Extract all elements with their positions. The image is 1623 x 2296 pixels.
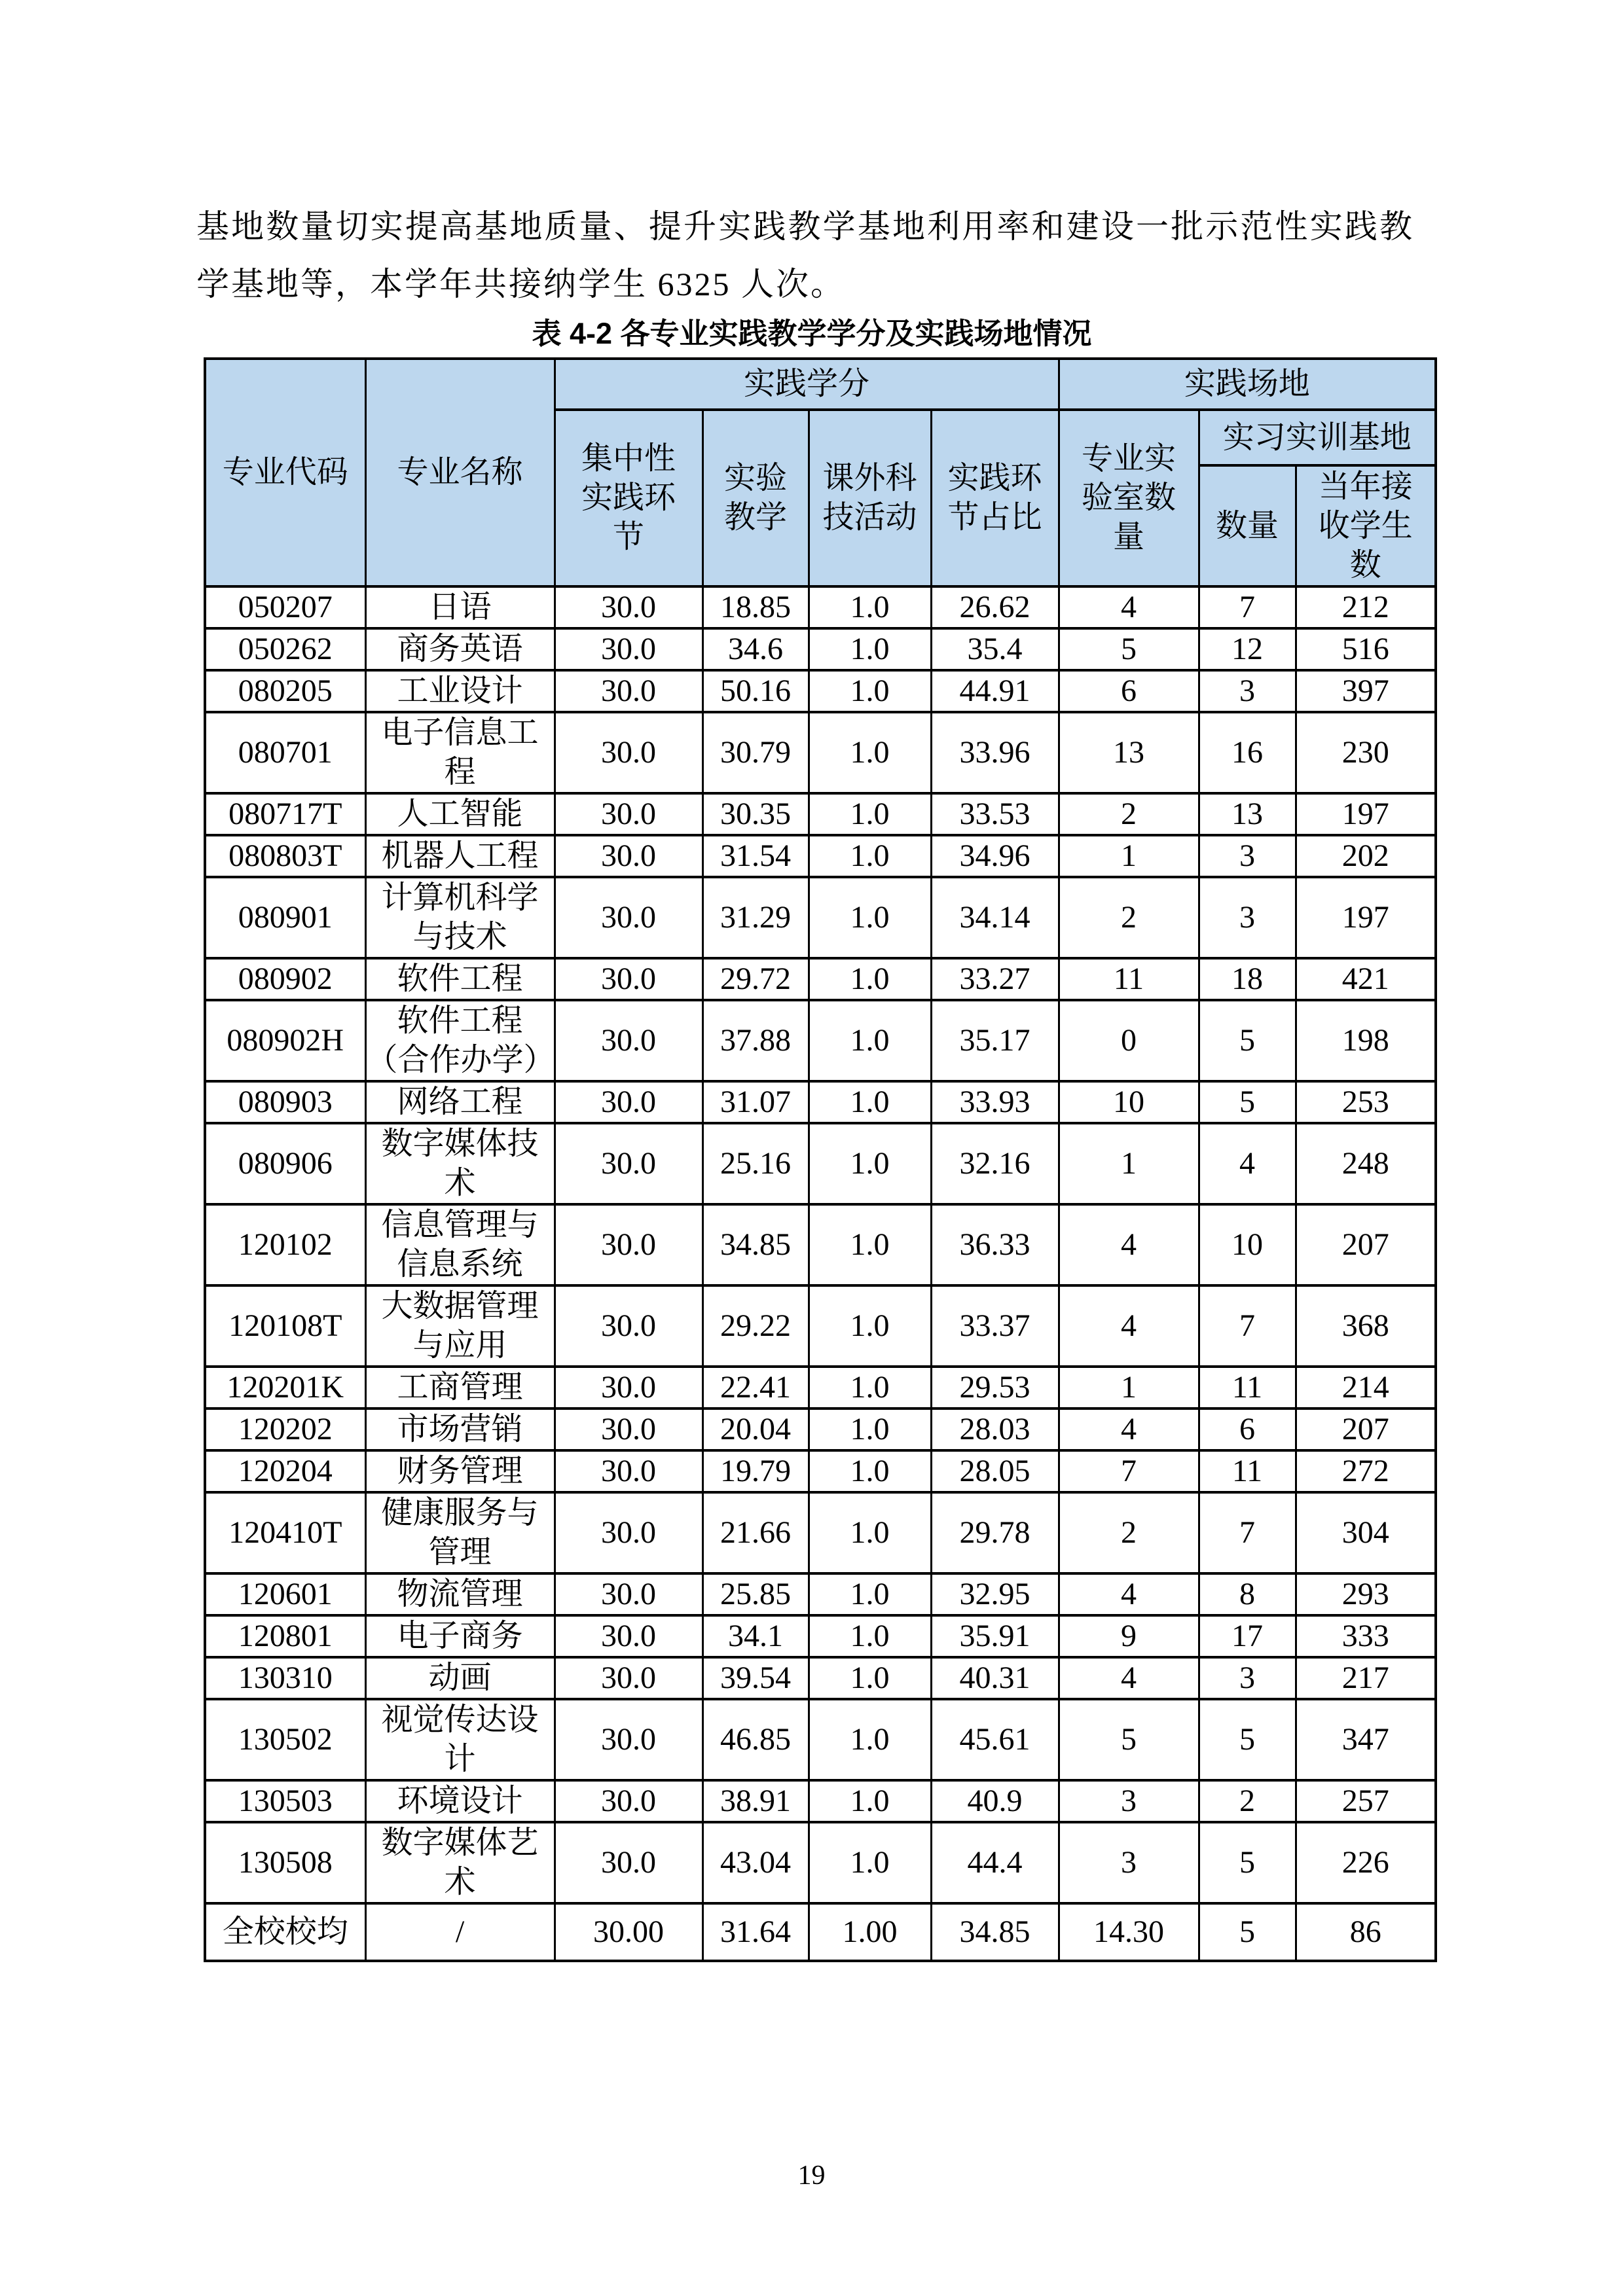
- cell-experiment-teaching: 34.1: [702, 1615, 809, 1657]
- cell-practice-ratio: 29.53: [931, 1367, 1059, 1408]
- cell-professional-labs: 2: [1059, 877, 1199, 958]
- cell-major-code: 120102: [205, 1204, 365, 1285]
- cell-major-code: 120410T: [205, 1492, 365, 1573]
- cell-base-count: 3: [1199, 1657, 1296, 1699]
- cell-practice-ratio: 29.78: [931, 1492, 1059, 1573]
- cell-major-name: 信息管理与信息系统: [365, 1204, 555, 1285]
- cell-base-count: 11: [1199, 1450, 1296, 1492]
- cell-professional-labs: 4: [1059, 1204, 1199, 1285]
- cell-students-received: 202: [1296, 835, 1436, 877]
- cell-practice-ratio: 33.96: [931, 712, 1059, 793]
- cell-extracurricular-activity: 1.0: [809, 1408, 931, 1450]
- cell-experiment-teaching: 46.85: [702, 1699, 809, 1780]
- header-practice-ratio: 实践环节占比: [931, 410, 1059, 586]
- cell-practice-ratio: 28.05: [931, 1450, 1059, 1492]
- cell-major-name: 数字媒体技术: [365, 1123, 555, 1204]
- cell-professional-labs: 5: [1059, 628, 1199, 670]
- cell-practice-ratio: 35.91: [931, 1615, 1059, 1657]
- cell-students-received: 257: [1296, 1780, 1436, 1822]
- header-group-training-bases: 实习实训基地: [1199, 410, 1436, 465]
- cell-students-received: 347: [1296, 1699, 1436, 1780]
- cell-experiment-teaching: 19.79: [702, 1450, 809, 1492]
- cell-students-received: 304: [1296, 1492, 1436, 1573]
- cell-experiment-teaching: 31.54: [702, 835, 809, 877]
- cell-professional-labs: 0: [1059, 1000, 1199, 1081]
- cell-professional-labs: 2: [1059, 793, 1199, 835]
- cell-major-code: 130310: [205, 1657, 365, 1699]
- cell-major-code: 130502: [205, 1699, 365, 1780]
- cell-major-code: 120201K: [205, 1367, 365, 1408]
- cell-extracurricular-activity: 1.00: [809, 1903, 931, 1961]
- cell-major-name: 健康服务与管理: [365, 1492, 555, 1573]
- cell-base-count: 7: [1199, 1285, 1296, 1367]
- header-concentrated-practice: 集中性实践环节: [555, 410, 702, 586]
- cell-concentrated-practice: 30.0: [555, 1123, 702, 1204]
- cell-concentrated-practice: 30.0: [555, 1492, 702, 1573]
- cell-major-name: 计算机科学与技术: [365, 877, 555, 958]
- cell-concentrated-practice: 30.0: [555, 1367, 702, 1408]
- cell-major-name: 工业设计: [365, 670, 555, 712]
- cell-major-code: 080701: [205, 712, 365, 793]
- cell-extracurricular-activity: 1.0: [809, 1367, 931, 1408]
- table-average-row: [205, 1903, 1436, 1961]
- cell-concentrated-practice: 30.0: [555, 1780, 702, 1822]
- cell-practice-ratio: 32.95: [931, 1573, 1059, 1615]
- cell-major-code: 全校校均: [205, 1903, 365, 1961]
- cell-base-count: 2: [1199, 1780, 1296, 1822]
- cell-extracurricular-activity: 1.0: [809, 1780, 931, 1822]
- cell-practice-ratio: 33.53: [931, 793, 1059, 835]
- cell-students-received: 226: [1296, 1822, 1436, 1903]
- cell-practice-ratio: 40.9: [931, 1780, 1059, 1822]
- header-row-groups: [205, 359, 1436, 410]
- cell-experiment-teaching: 29.72: [702, 958, 809, 1000]
- cell-base-count: 5: [1199, 1699, 1296, 1780]
- cell-professional-labs: 5: [1059, 1699, 1199, 1780]
- cell-professional-labs: 1: [1059, 1123, 1199, 1204]
- cell-experiment-teaching: 22.41: [702, 1367, 809, 1408]
- cell-concentrated-practice: 30.0: [555, 958, 702, 1000]
- header-group-practice-sites: 实践场地: [1059, 359, 1436, 410]
- cell-base-count: 11: [1199, 1367, 1296, 1408]
- cell-major-name: 机器人工程: [365, 835, 555, 877]
- cell-major-name: 动画: [365, 1657, 555, 1699]
- cell-professional-labs: 1: [1059, 835, 1199, 877]
- cell-practice-ratio: 40.31: [931, 1657, 1059, 1699]
- cell-professional-labs: 4: [1059, 586, 1199, 628]
- cell-concentrated-practice: 30.0: [555, 877, 702, 958]
- cell-major-code: 120204: [205, 1450, 365, 1492]
- table-row: [205, 958, 1436, 1000]
- cell-students-received: 86: [1296, 1903, 1436, 1961]
- cell-base-count: 10: [1199, 1204, 1296, 1285]
- cell-major-code: 050262: [205, 628, 365, 670]
- header-major-code: 专业代码: [205, 359, 365, 586]
- cell-base-count: 16: [1199, 712, 1296, 793]
- cell-major-code: 120202: [205, 1408, 365, 1450]
- cell-experiment-teaching: 34.6: [702, 628, 809, 670]
- table-row: [205, 1123, 1436, 1204]
- cell-extracurricular-activity: 1.0: [809, 628, 931, 670]
- cell-professional-labs: 6: [1059, 670, 1199, 712]
- cell-extracurricular-activity: 1.0: [809, 586, 931, 628]
- cell-students-received: 516: [1296, 628, 1436, 670]
- table-row: [205, 712, 1436, 793]
- cell-experiment-teaching: 30.35: [702, 793, 809, 835]
- cell-major-name: 大数据管理与应用: [365, 1285, 555, 1367]
- cell-major-code: 080803T: [205, 835, 365, 877]
- header-major-name: 专业名称: [365, 359, 555, 586]
- table-row: [205, 877, 1436, 958]
- cell-extracurricular-activity: 1.0: [809, 958, 931, 1000]
- cell-concentrated-practice: 30.0: [555, 628, 702, 670]
- table-row: [205, 1000, 1436, 1081]
- cell-extracurricular-activity: 1.0: [809, 712, 931, 793]
- cell-professional-labs: 3: [1059, 1822, 1199, 1903]
- cell-base-count: 6: [1199, 1408, 1296, 1450]
- cell-major-name: 物流管理: [365, 1573, 555, 1615]
- cell-practice-ratio: 35.4: [931, 628, 1059, 670]
- cell-practice-ratio: 34.85: [931, 1903, 1059, 1961]
- cell-experiment-teaching: 31.07: [702, 1081, 809, 1123]
- cell-students-received: 333: [1296, 1615, 1436, 1657]
- table-row: [205, 1285, 1436, 1367]
- cell-major-code: 080902: [205, 958, 365, 1000]
- header-professional-labs: 专业实验室数量: [1059, 410, 1199, 586]
- cell-major-name: 人工智能: [365, 793, 555, 835]
- cell-base-count: 3: [1199, 670, 1296, 712]
- cell-experiment-teaching: 20.04: [702, 1408, 809, 1450]
- cell-major-code: 130508: [205, 1822, 365, 1903]
- cell-base-count: 12: [1199, 628, 1296, 670]
- cell-concentrated-practice: 30.0: [555, 1081, 702, 1123]
- cell-students-received: 230: [1296, 712, 1436, 793]
- cell-concentrated-practice: 30.0: [555, 1204, 702, 1285]
- table-row: [205, 1204, 1436, 1285]
- cell-extracurricular-activity: 1.0: [809, 1657, 931, 1699]
- cell-professional-labs: 11: [1059, 958, 1199, 1000]
- cell-concentrated-practice: 30.00: [555, 1903, 702, 1961]
- table-row: [205, 1822, 1436, 1903]
- cell-extracurricular-activity: 1.0: [809, 1450, 931, 1492]
- cell-concentrated-practice: 30.0: [555, 1285, 702, 1367]
- cell-base-count: 5: [1199, 1000, 1296, 1081]
- cell-concentrated-practice: 30.0: [555, 1657, 702, 1699]
- header-extracurricular-activity: 课外科技活动: [809, 410, 931, 586]
- cell-practice-ratio: 32.16: [931, 1123, 1059, 1204]
- cell-major-name: 电子信息工程: [365, 712, 555, 793]
- cell-experiment-teaching: 29.22: [702, 1285, 809, 1367]
- cell-extracurricular-activity: 1.0: [809, 1204, 931, 1285]
- cell-base-count: 3: [1199, 877, 1296, 958]
- table-row: [205, 1780, 1436, 1822]
- cell-major-name: 软件工程（合作办学）: [365, 1000, 555, 1081]
- table-row: [205, 835, 1436, 877]
- cell-base-count: 18: [1199, 958, 1296, 1000]
- cell-experiment-teaching: 31.64: [702, 1903, 809, 1961]
- cell-extracurricular-activity: 1.0: [809, 1615, 931, 1657]
- cell-major-name: 财务管理: [365, 1450, 555, 1492]
- cell-extracurricular-activity: 1.0: [809, 1123, 931, 1204]
- cell-students-received: 293: [1296, 1573, 1436, 1615]
- page-number: 19: [797, 2161, 826, 2191]
- cell-base-count: 7: [1199, 586, 1296, 628]
- cell-professional-labs: 9: [1059, 1615, 1199, 1657]
- cell-major-name: 电子商务: [365, 1615, 555, 1657]
- cell-concentrated-practice: 30.0: [555, 586, 702, 628]
- cell-practice-ratio: 26.62: [931, 586, 1059, 628]
- cell-extracurricular-activity: 1.0: [809, 1492, 931, 1573]
- cell-practice-ratio: 34.96: [931, 835, 1059, 877]
- cell-professional-labs: 2: [1059, 1492, 1199, 1573]
- cell-extracurricular-activity: 1.0: [809, 1822, 931, 1903]
- table-row: [205, 793, 1436, 835]
- cell-major-name: 环境设计: [365, 1780, 555, 1822]
- cell-experiment-teaching: 25.16: [702, 1123, 809, 1204]
- cell-major-name: /: [365, 1903, 555, 1961]
- cell-major-name: 商务英语: [365, 628, 555, 670]
- cell-major-name: 工商管理: [365, 1367, 555, 1408]
- cell-extracurricular-activity: 1.0: [809, 1081, 931, 1123]
- cell-practice-ratio: 45.61: [931, 1699, 1059, 1780]
- table-row: [205, 1450, 1436, 1492]
- table-title: 表 4-2 各专业实践教学学分及实践场地情况: [532, 317, 1092, 350]
- cell-professional-labs: 4: [1059, 1657, 1199, 1699]
- body-paragraph: 基地数量切实提高基地质量、提升实践教学基地利用率和建设一批示范性实践教学基地等，本学年共接纳学生 6325 人次。: [196, 208, 1414, 302]
- header-experiment-teaching: 实验教学: [702, 410, 809, 586]
- cell-practice-ratio: 34.14: [931, 877, 1059, 958]
- cell-concentrated-practice: 30.0: [555, 835, 702, 877]
- table-row: [205, 1615, 1436, 1657]
- cell-base-count: 13: [1199, 793, 1296, 835]
- cell-professional-labs: 14.30: [1059, 1903, 1199, 1961]
- cell-experiment-teaching: 30.79: [702, 712, 809, 793]
- cell-extracurricular-activity: 1.0: [809, 877, 931, 958]
- cell-base-count: 5: [1199, 1081, 1296, 1123]
- cell-students-received: 368: [1296, 1285, 1436, 1367]
- cell-major-name: 市场营销: [365, 1408, 555, 1450]
- cell-base-count: 4: [1199, 1123, 1296, 1204]
- cell-practice-ratio: 33.93: [931, 1081, 1059, 1123]
- cell-students-received: 248: [1296, 1123, 1436, 1204]
- cell-major-name: 日语: [365, 586, 555, 628]
- header-group-practice-credits: 实践学分: [555, 359, 1059, 410]
- table-row: [205, 1492, 1436, 1573]
- cell-concentrated-practice: 30.0: [555, 1573, 702, 1615]
- cell-students-received: 207: [1296, 1204, 1436, 1285]
- cell-students-received: 272: [1296, 1450, 1436, 1492]
- cell-professional-labs: 4: [1059, 1408, 1199, 1450]
- table-row: [205, 1573, 1436, 1615]
- cell-students-received: 197: [1296, 877, 1436, 958]
- cell-base-count: 7: [1199, 1492, 1296, 1573]
- cell-base-count: 8: [1199, 1573, 1296, 1615]
- cell-extracurricular-activity: 1.0: [809, 1699, 931, 1780]
- cell-students-received: 212: [1296, 586, 1436, 628]
- cell-concentrated-practice: 30.0: [555, 712, 702, 793]
- cell-students-received: 197: [1296, 793, 1436, 835]
- cell-major-code: 120601: [205, 1573, 365, 1615]
- cell-practice-ratio: 33.37: [931, 1285, 1059, 1367]
- cell-practice-ratio: 35.17: [931, 1000, 1059, 1081]
- cell-experiment-teaching: 21.66: [702, 1492, 809, 1573]
- cell-students-received: 253: [1296, 1081, 1436, 1123]
- cell-concentrated-practice: 30.0: [555, 1000, 702, 1081]
- cell-major-name: 数字媒体艺术: [365, 1822, 555, 1903]
- cell-base-count: 17: [1199, 1615, 1296, 1657]
- cell-practice-ratio: 33.27: [931, 958, 1059, 1000]
- cell-professional-labs: 4: [1059, 1573, 1199, 1615]
- cell-experiment-teaching: 50.16: [702, 670, 809, 712]
- cell-extracurricular-activity: 1.0: [809, 1573, 931, 1615]
- cell-professional-labs: 7: [1059, 1450, 1199, 1492]
- cell-major-code: 080901: [205, 877, 365, 958]
- cell-major-code: 080205: [205, 670, 365, 712]
- cell-concentrated-practice: 30.0: [555, 793, 702, 835]
- cell-concentrated-practice: 30.0: [555, 1615, 702, 1657]
- table-row: [205, 1081, 1436, 1123]
- cell-students-received: 214: [1296, 1367, 1436, 1408]
- cell-major-code: 080902H: [205, 1000, 365, 1081]
- cell-extracurricular-activity: 1.0: [809, 1285, 931, 1367]
- table-row: [205, 1367, 1436, 1408]
- cell-practice-ratio: 36.33: [931, 1204, 1059, 1285]
- header-base-count: 数量: [1199, 465, 1296, 586]
- table-row: [205, 1657, 1436, 1699]
- cell-students-received: 217: [1296, 1657, 1436, 1699]
- cell-extracurricular-activity: 1.0: [809, 670, 931, 712]
- cell-experiment-teaching: 31.29: [702, 877, 809, 958]
- table-row: [205, 1699, 1436, 1780]
- cell-major-name: 软件工程: [365, 958, 555, 1000]
- table-row: [205, 628, 1436, 670]
- cell-professional-labs: 10: [1059, 1081, 1199, 1123]
- cell-major-name: 视觉传达设计: [365, 1699, 555, 1780]
- cell-major-code: 050207: [205, 586, 365, 628]
- cell-experiment-teaching: 43.04: [702, 1822, 809, 1903]
- table-row: [205, 586, 1436, 628]
- cell-concentrated-practice: 30.0: [555, 1822, 702, 1903]
- cell-practice-ratio: 44.4: [931, 1822, 1059, 1903]
- header-students-received: 当年接收学生数: [1296, 465, 1436, 586]
- cell-extracurricular-activity: 1.0: [809, 1000, 931, 1081]
- table-row: [205, 670, 1436, 712]
- cell-experiment-teaching: 34.85: [702, 1204, 809, 1285]
- cell-professional-labs: 13: [1059, 712, 1199, 793]
- cell-concentrated-practice: 30.0: [555, 1450, 702, 1492]
- cell-experiment-teaching: 38.91: [702, 1780, 809, 1822]
- cell-base-count: 5: [1199, 1903, 1296, 1961]
- cell-major-code: 080903: [205, 1081, 365, 1123]
- cell-major-code: 080906: [205, 1123, 365, 1204]
- cell-extracurricular-activity: 1.0: [809, 793, 931, 835]
- cell-concentrated-practice: 30.0: [555, 670, 702, 712]
- cell-experiment-teaching: 37.88: [702, 1000, 809, 1081]
- cell-experiment-teaching: 39.54: [702, 1657, 809, 1699]
- cell-students-received: 421: [1296, 958, 1436, 1000]
- cell-major-code: 080717T: [205, 793, 365, 835]
- cell-experiment-teaching: 18.85: [702, 586, 809, 628]
- cell-practice-ratio: 44.91: [931, 670, 1059, 712]
- cell-extracurricular-activity: 1.0: [809, 835, 931, 877]
- cell-concentrated-practice: 30.0: [555, 1408, 702, 1450]
- practice-teaching-table: [204, 357, 1437, 1962]
- cell-students-received: 207: [1296, 1408, 1436, 1450]
- cell-major-code: 120801: [205, 1615, 365, 1657]
- cell-experiment-teaching: 25.85: [702, 1573, 809, 1615]
- cell-concentrated-practice: 30.0: [555, 1699, 702, 1780]
- cell-professional-labs: 4: [1059, 1285, 1199, 1367]
- cell-major-name: 网络工程: [365, 1081, 555, 1123]
- cell-base-count: 5: [1199, 1822, 1296, 1903]
- cell-professional-labs: 3: [1059, 1780, 1199, 1822]
- cell-base-count: 3: [1199, 835, 1296, 877]
- cell-major-code: 120108T: [205, 1285, 365, 1367]
- cell-professional-labs: 1: [1059, 1367, 1199, 1408]
- cell-practice-ratio: 28.03: [931, 1408, 1059, 1450]
- cell-major-code: 130503: [205, 1780, 365, 1822]
- cell-students-received: 198: [1296, 1000, 1436, 1081]
- cell-students-received: 397: [1296, 670, 1436, 712]
- table-row: [205, 1408, 1436, 1450]
